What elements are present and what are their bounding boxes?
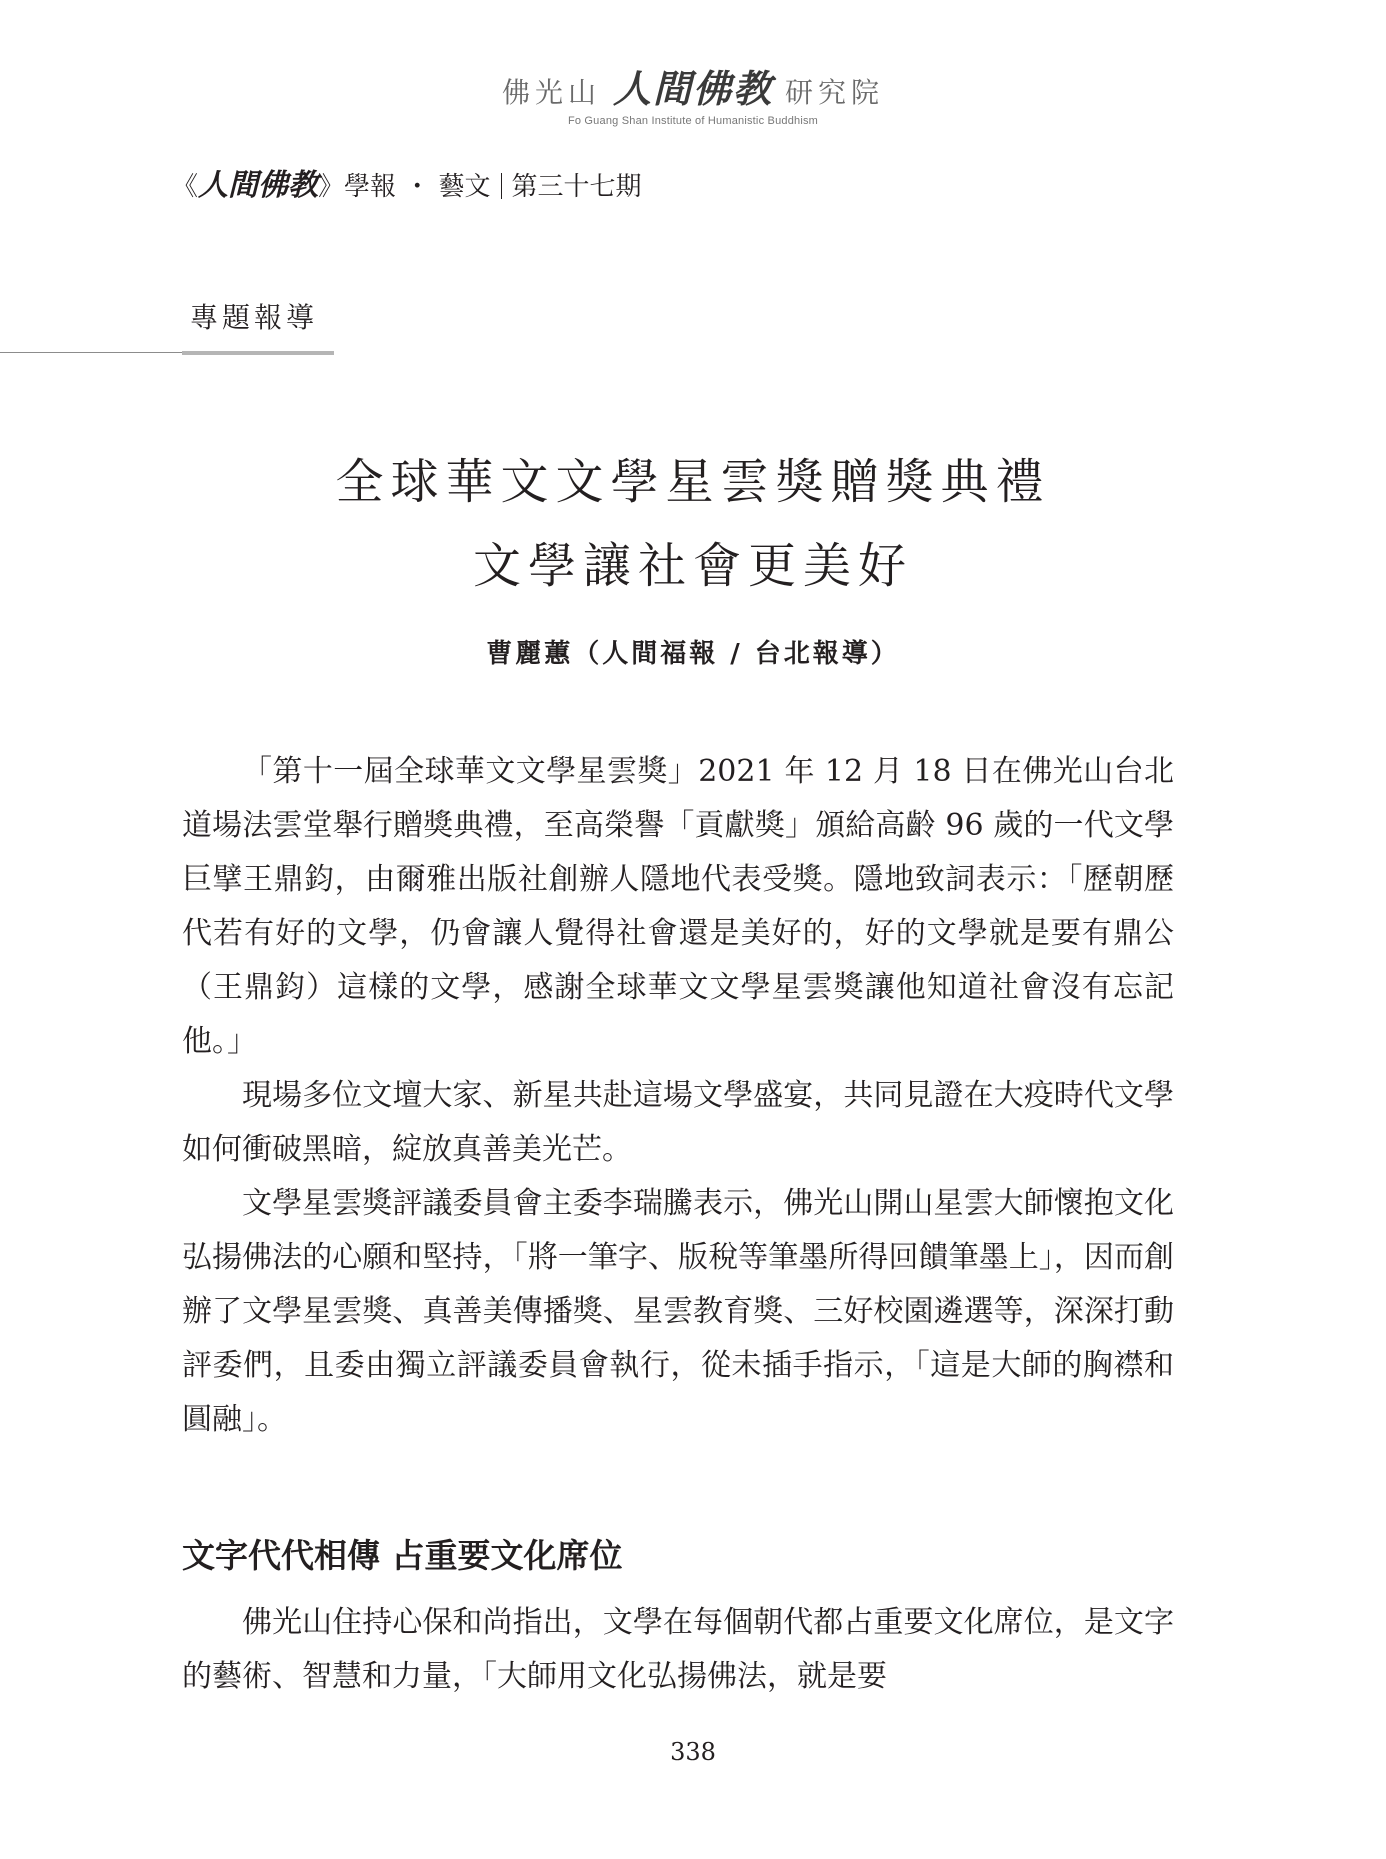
section-rule-accent	[182, 351, 334, 355]
section-subheading: 文字代代相傳 占重要文化席位	[182, 1536, 623, 1575]
institute-header	[0, 58, 1386, 127]
section-tag: 專題報導	[190, 301, 319, 334]
institute-name	[0, 58, 1386, 113]
journal-name: 》學報 ・ 藝文	[318, 172, 491, 202]
journal-issue: 第三十七期	[511, 172, 642, 202]
article-body-continued	[182, 1596, 1174, 1704]
institute-logo: 人間佛教	[612, 66, 773, 111]
institute-english-name: Fo Guang Shan Institute of Humanistic Buddhism	[567, 115, 819, 127]
article-byline: 曹麗蕙（人間福報 / 台北報導）	[486, 639, 900, 669]
article-title	[0, 440, 1386, 608]
institute-prefix: 佛光山	[501, 76, 601, 109]
paragraph: 現場多位文壇大家、新星共赴這場文學盛宴，共同見證在大疫時代文學如何衝破黑暗，綻放真善美光芒。	[182, 1078, 1174, 1167]
article-body	[182, 745, 1174, 1447]
journal-open-bracket: 《	[172, 172, 199, 202]
page-number: 338	[670, 1738, 716, 1766]
article-title-line-1: 全球華文文學星雲獎贈獎典禮	[335, 454, 1051, 510]
journal-separator	[501, 173, 502, 199]
paragraph: 佛光山住持心保和尚指出，文學在每個朝代都占重要文化席位，是文字的藝術、智慧和力量，「大師用文化弘揚佛法，就是要	[182, 1605, 1174, 1694]
article-title-line-2: 文學讓社會更美好	[472, 538, 913, 594]
institute-suffix: 研究院	[785, 76, 885, 109]
journal-running-head	[172, 160, 642, 204]
journal-logo: 人間佛教	[198, 168, 319, 203]
paragraph: 「第十一屆全球華文文學星雲獎」2021 年 12 月 18 日在佛光山台北道場法雲堂舉行贈獎典禮，至高榮譽「貢獻獎」頒給高齡 96 歲的一代文學巨擘王鼎鈞，由爾雅出版社創辦人隱地代表受獎。隱地致詞表示：「歷朝歷代若有好的文學，仍會讓人覺得社會還是美好的，好的文學就是要有鼎公（王鼎鈞）這樣的文學，感謝全球華文文學星雲獎讓他知道社會沒有忘記他。」	[182, 754, 1174, 1059]
paragraph: 文學星雲獎評議委員會主委李瑞騰表示，佛光山開山星雲大師懷抱文化弘揚佛法的心願和堅持，「將一筆字、版稅等筆墨所得回饋筆墨上」，因而創辦了文學星雲獎、真善美傳播獎、星雲教育獎、三好校園遴選等，深深打動評委們，且委由獨立評議委員會執行，從未插手指示，「這是大師的胸襟和圓融」。	[182, 1186, 1174, 1437]
